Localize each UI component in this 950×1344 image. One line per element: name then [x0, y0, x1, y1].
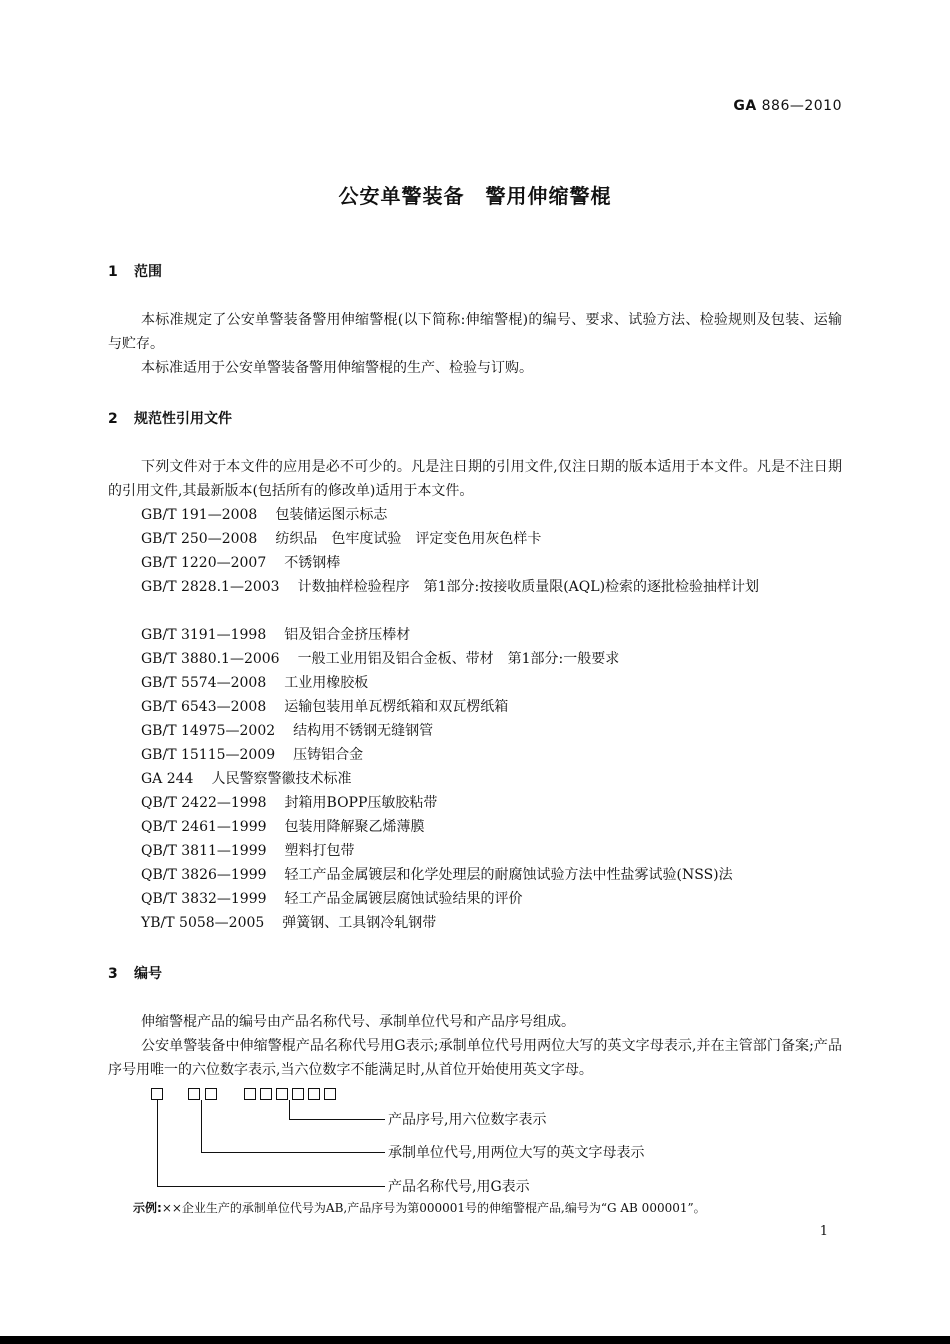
references-intro: 下列文件对于本文件的应用是必不可少的。凡是注日期的引用文件,仅注日期的版本适用于本文件。凡是不注日期的引用文件,其最新版本(包括所有的修改单)适用于本文件。: [108, 459, 842, 499]
reference-item: GB/T 14975—2002 结构用不锈钢无缝钢管: [141, 723, 434, 739]
unit-code-box: [188, 1088, 200, 1100]
serial-label: 产品序号,用六位数字表示: [388, 1112, 547, 1128]
leader-line: [289, 1100, 290, 1119]
name-label: 产品名称代号,用G表示: [388, 1179, 530, 1195]
reference-item: GB/T 1220—2007 不锈钢棒: [141, 555, 341, 571]
serial-box: [292, 1088, 304, 1100]
reference-item: QB/T 2422—1998 封箱用BOPP压敏胶粘带: [141, 795, 438, 811]
document-id: [733, 98, 842, 114]
reference-item: QB/T 3826—1999 轻工产品金属镀层和化学处理层的耐腐蚀试验方法中性盐雾试验(NSS)法: [141, 867, 733, 883]
numbering-paragraph-2: 公安单警装备中伸缩警棍产品名称代号用G表示;承制单位代号用两位大写的英文字母表示,并在主管部门备案;产品序号用唯一的六位数字表示,当六位数字不能满足时,从首位开始使用英文字母。: [108, 1038, 842, 1078]
serial-box: [308, 1088, 320, 1100]
scope-paragraph-2: 本标准适用于公安单警装备警用伸缩警棍的生产、检验与订购。: [141, 360, 533, 376]
reference-item: GB/T 250—2008 纺织品 色牢度试验 评定变色用灰色样卡: [141, 531, 542, 547]
reference-item: QB/T 3832—1999 轻工产品金属镀层腐蚀试验结果的评价: [141, 891, 523, 907]
section-heading-scope: 1 范围: [108, 264, 162, 280]
reference-item: GB/T 3191—1998 铝及铝合金挤压棒材: [141, 627, 411, 643]
page-title: 公安单警装备 警用伸缩警棍: [338, 184, 612, 208]
name-code-box: [151, 1088, 163, 1100]
serial-box: [244, 1088, 256, 1100]
serial-box: [324, 1088, 336, 1100]
reference-item: QB/T 2461—1999 包装用降解聚乙烯薄膜: [141, 819, 425, 835]
numbering-paragraph-1: 伸缩警棍产品的编号由产品名称代号、承制单位代号和产品序号组成。: [141, 1014, 575, 1030]
reference-item: YB/T 5058—2005 弹簧钢、工具钢冷轧钢带: [141, 915, 437, 931]
leader-line: [201, 1152, 385, 1153]
reference-item: GB/T 15115—2009 压铸铝合金: [141, 747, 364, 763]
reference-item: GA 244 人民警察警徽技术标准: [141, 771, 352, 787]
leader-line: [289, 1119, 385, 1120]
reference-item: GB/T 3880.1—2006 一般工业用铝及铝合金板、带材 第1部分:一般要求: [141, 651, 620, 667]
reference-item: GB/T 191—2008 包装储运图示标志: [141, 507, 388, 523]
example-note: 示例:××企业生产的承制单位代号为AB,产品序号为第000001号的伸缩警棍产品,编号为“G AB 000001”。: [133, 1201, 706, 1215]
reference-item: GB/T 2828.1—2003 计数抽样检验程序 第1部分:按接收质量限(AQL)检索的逐批检验抽样计划: [141, 579, 760, 595]
standard-number: 886—2010: [761, 98, 842, 114]
reference-item: GB/T 5574—2008 工业用橡胶板: [141, 675, 369, 691]
leader-line: [157, 1100, 158, 1186]
leader-line: [157, 1186, 385, 1187]
reference-item: GB/T 6543—2008 运输包装用单瓦楞纸箱和双瓦楞纸箱: [141, 699, 509, 715]
serial-box: [260, 1088, 272, 1100]
unit-code-box: [205, 1088, 217, 1100]
page-number: 1: [819, 1224, 828, 1239]
standard-code: GA: [733, 98, 757, 114]
leader-line: [201, 1100, 202, 1152]
section-heading-numbering: 3 编号: [108, 966, 162, 982]
unit-label: 承制单位代号,用两位大写的英文字母表示: [388, 1145, 645, 1161]
section-heading-normative-references: 2 规范性引用文件: [108, 411, 232, 427]
reference-item: QB/T 3811—1999 塑料打包带: [141, 843, 355, 859]
serial-box: [276, 1088, 288, 1100]
scope-paragraph-1: 本标准规定了公安单警装备警用伸缩警棍(以下简称:伸缩警棍)的编号、要求、试验方法、检验规则及包装、运输与贮存。: [108, 312, 842, 352]
bottom-border: [0, 1336, 950, 1344]
